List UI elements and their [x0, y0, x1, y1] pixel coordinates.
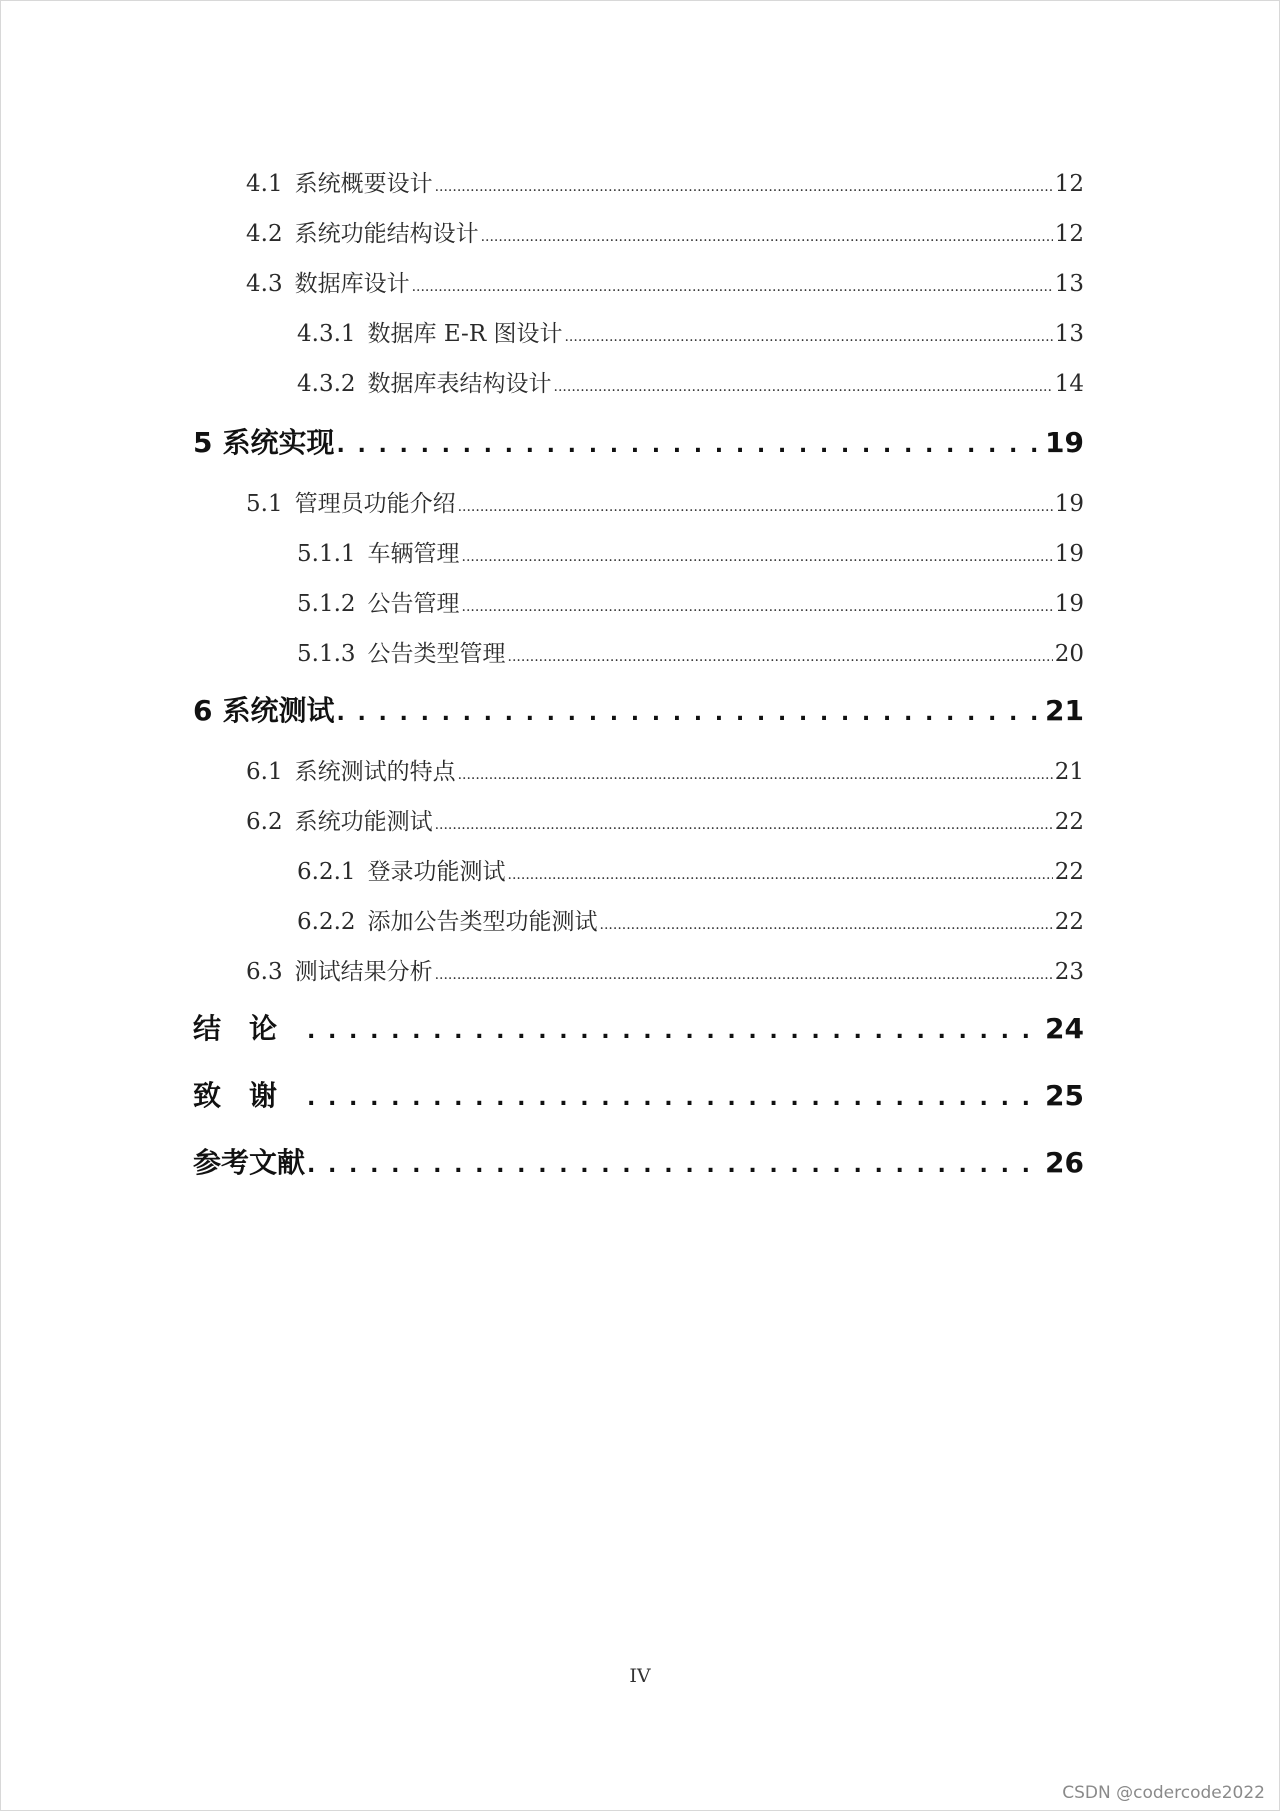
toc-entry-page: 22: [1054, 909, 1084, 935]
toc-entry-title: 系统测试: [222, 694, 335, 727]
toc-chapter[interactable]: [193, 421, 1084, 461]
toc-entry-page: 21: [1054, 759, 1084, 785]
toc-entry-page: 20: [1054, 641, 1084, 667]
toc-entry-title: 系统实现: [222, 426, 335, 459]
toc-entry-number: 5.1: [246, 491, 283, 517]
page-number: IV: [629, 1665, 651, 1687]
toc-entry-page: 13: [1054, 321, 1084, 347]
toc-dot-leader: [435, 809, 1053, 835]
toc-entry-number: 6: [193, 694, 213, 727]
toc-dot-leader: [337, 694, 1044, 727]
toc-entry-title: 公告类型管理: [367, 641, 506, 667]
toc-entry-page: 19: [1045, 426, 1084, 459]
toc-entry[interactable]: [297, 903, 1084, 936]
toc-dot-leader: [600, 909, 1053, 935]
toc-dot-leader: [337, 426, 1044, 459]
toc-entry-title: 测试结果分析: [294, 959, 433, 985]
toc-entry-number: 6.2.1: [297, 859, 356, 885]
toc-dot-leader: [564, 321, 1052, 347]
toc-entry-number: 4.3.1: [297, 321, 356, 347]
toc-entry[interactable]: [297, 585, 1084, 618]
toc-entry-page: 22: [1054, 809, 1084, 835]
toc-entry-page: 24: [1045, 1012, 1084, 1045]
toc-entry[interactable]: [297, 315, 1084, 348]
toc-entry-page: 23: [1054, 959, 1084, 985]
toc-entry[interactable]: [246, 215, 1084, 248]
toc-dot-leader: [458, 491, 1053, 517]
toc-dot-leader: [508, 859, 1053, 885]
toc-dot-leader: [412, 271, 1053, 297]
toc-entry-title: 系统功能结构设计: [294, 221, 479, 247]
toc-dot-leader: [458, 759, 1053, 785]
toc-dot-leader: [554, 371, 1053, 397]
toc-entry-number: 5.1.2: [297, 591, 356, 617]
toc-entry[interactable]: [297, 635, 1084, 668]
toc-entry-number: 5: [193, 426, 213, 459]
toc-entry-number: 4.3.2: [297, 371, 356, 397]
toc-entry-page: 25: [1045, 1079, 1084, 1112]
toc-entry-number: 6.3: [246, 959, 283, 985]
toc-entry-title: 数据库表结构设计: [367, 371, 552, 397]
toc-entry[interactable]: [246, 953, 1084, 986]
toc-entry-number: 6.2: [246, 809, 283, 835]
toc-entry-title: 系统测试的特点: [294, 759, 456, 785]
toc-chapter[interactable]: [193, 1141, 1084, 1181]
toc-entry-title: 数据库 E-R 图设计: [367, 321, 563, 347]
toc-chapter[interactable]: [193, 1007, 1084, 1047]
toc-dot-leader: [307, 1012, 1043, 1045]
toc-entry-title: 致谢: [193, 1079, 306, 1112]
toc-entry[interactable]: [246, 485, 1084, 518]
toc-chapter[interactable]: [193, 689, 1084, 729]
toc-entry-title: 系统功能测试: [294, 809, 433, 835]
toc-entry-page: 19: [1054, 541, 1084, 567]
toc-entry-number: 5.1.1: [297, 541, 356, 567]
toc-entry-title: 系统概要设计: [294, 171, 433, 197]
toc-dot-leader: [462, 591, 1053, 617]
toc-entry-title: 管理员功能介绍: [294, 491, 456, 517]
toc-chapter[interactable]: [193, 1074, 1084, 1114]
toc-entry[interactable]: [246, 753, 1084, 786]
toc-entry[interactable]: [246, 803, 1084, 836]
toc-entry[interactable]: [297, 535, 1084, 568]
toc-entry-title: 数据库设计: [294, 271, 410, 297]
toc-entry-page: 14: [1054, 371, 1084, 397]
toc-dot-leader: [462, 541, 1053, 567]
toc-entry-page: 13: [1054, 271, 1084, 297]
toc-entry-title: 登录功能测试: [367, 859, 506, 885]
toc-entry-number: 4.3: [246, 271, 283, 297]
toc-dot-leader: [435, 171, 1053, 197]
toc-dot-leader: [435, 959, 1053, 985]
toc-entry-page: 19: [1054, 491, 1084, 517]
toc-entry-title: 参考文献: [193, 1146, 306, 1179]
toc-entry[interactable]: [297, 853, 1084, 886]
toc-entry-page: 22: [1054, 859, 1084, 885]
toc-entry[interactable]: [297, 365, 1084, 398]
toc-entry-title: 车辆管理: [367, 541, 460, 567]
toc-entry-number: 6.2.2: [297, 909, 356, 935]
toc-dot-leader: [481, 221, 1053, 247]
toc-entry-page: 12: [1054, 221, 1084, 247]
toc-dot-leader: [307, 1146, 1043, 1179]
toc-entry[interactable]: [246, 165, 1084, 198]
toc-dot-leader: [508, 641, 1053, 667]
toc-dot-leader: [307, 1079, 1043, 1112]
toc-entry-number: 6.1: [246, 759, 283, 785]
toc-entry-page: 21: [1045, 694, 1084, 727]
toc-entry-page: 12: [1054, 171, 1084, 197]
toc-entry-title: 结论: [193, 1012, 306, 1045]
toc-entry-page: 26: [1045, 1146, 1084, 1179]
toc-entry-number: 4.1: [246, 171, 283, 197]
toc-entry-title: 公告管理: [367, 591, 460, 617]
toc-entry[interactable]: [246, 265, 1084, 298]
toc-entry-title: 添加公告类型功能测试: [367, 909, 598, 935]
toc-entry-page: 19: [1054, 591, 1084, 617]
toc-entry-number: 5.1.3: [297, 641, 356, 667]
csdn-watermark: CSDN @codercode2022: [1062, 1783, 1265, 1803]
toc-entry-number: 4.2: [246, 221, 283, 247]
